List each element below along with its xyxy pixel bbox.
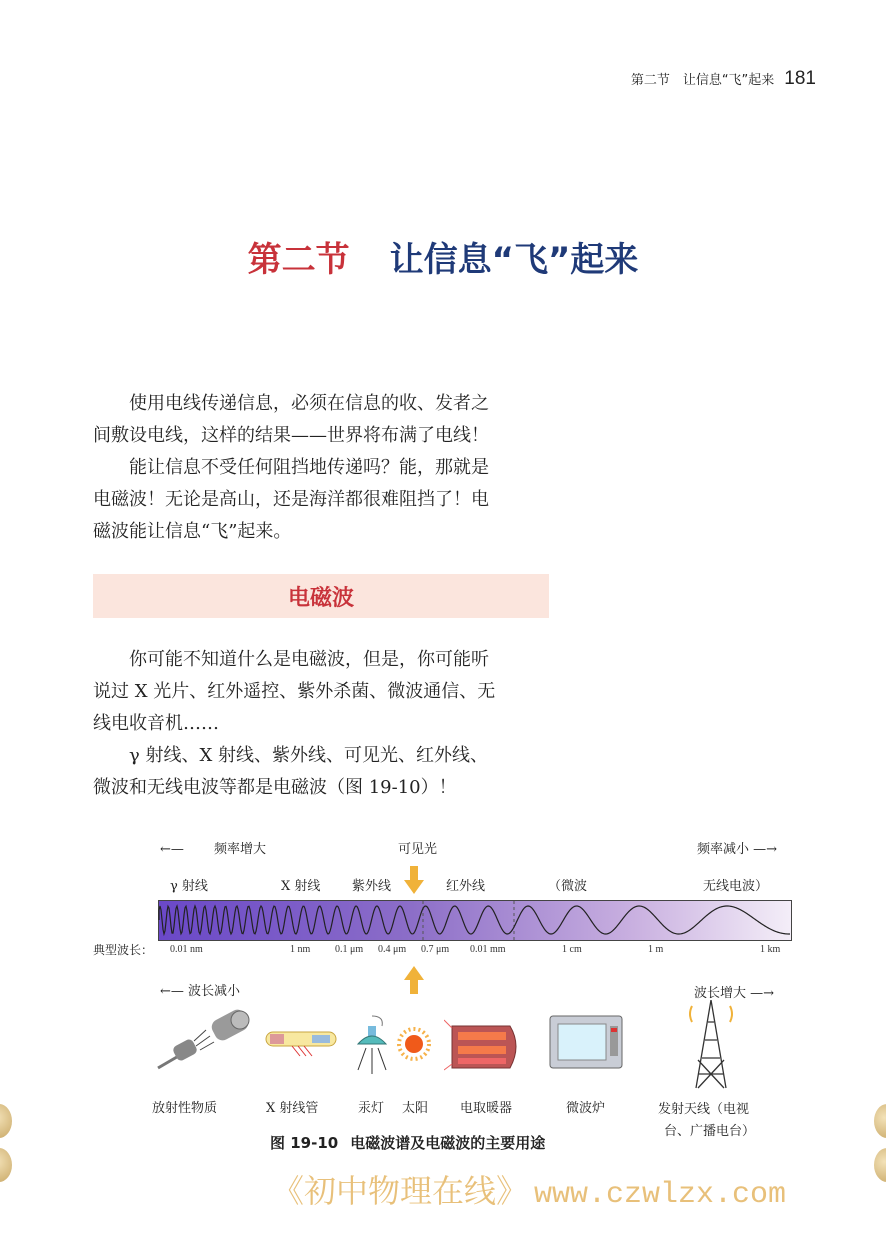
antenna-line: 台、广播电台） [664, 1124, 756, 1139]
band-gamma: γ 射线 [170, 879, 208, 894]
wl-8: 1 km [760, 944, 781, 955]
down-arrow-icon [404, 866, 424, 896]
wavelength-prefix: 典型波长： [93, 943, 154, 957]
xray-tube-icon [262, 1022, 342, 1058]
use-label-radioactive: 放射性物质 [152, 1101, 218, 1116]
caption-number: 图 19-10 [270, 1134, 339, 1152]
radioactive-source-icon [152, 1008, 258, 1074]
microwave-oven-icon [548, 1014, 624, 1070]
right-edge-decoration [874, 1104, 886, 1138]
wl-2: 0.1 μm [335, 944, 364, 955]
right-edge-decoration [874, 1148, 886, 1182]
use-label-xray-tube: X 射线管 [266, 1101, 319, 1116]
wl-6: 1 cm [562, 944, 582, 955]
wl-5: 0.01 mm [470, 944, 506, 955]
page-number: 181 [784, 68, 816, 89]
left-arrow-icon: ←— [160, 984, 189, 999]
running-head [631, 68, 816, 90]
use-label-sun: 太阳 [402, 1101, 429, 1116]
use-label-microwave: 微波炉 [566, 1101, 606, 1116]
band-microwave: （微波 [548, 879, 588, 894]
wl-7: 1 m [648, 944, 664, 955]
wl-4: 0.7 μm [421, 944, 450, 955]
left-edge-decoration [0, 1104, 12, 1138]
left-arrow-icon: ←— [160, 842, 189, 857]
right-arrow-icon: —→ [746, 986, 775, 1001]
wl-increase-text: 波长增大 [694, 986, 747, 1001]
text-line: 使用电线传递信息，必须在信息的收、发者之 [129, 393, 489, 414]
section-title [0, 232, 886, 281]
use-label-antenna [658, 1099, 755, 1143]
band-ir: 红外线 [446, 879, 486, 894]
section-number: 第二节 [247, 240, 350, 280]
body-paragraph-4 [93, 740, 551, 804]
wl-1: 1 nm [290, 944, 311, 955]
freq-increase-text: 频率增大 [214, 842, 267, 857]
up-arrow-icon [404, 966, 424, 996]
band-xray: X 射线 [281, 879, 321, 894]
subsection-title: 电磁波 [287, 585, 354, 611]
text-line: 微波和无线电波等都是电磁波（图 19-10）！ [93, 777, 457, 798]
text-line: 你可能不知道什么是电磁波，但是，你可能听 [129, 649, 489, 670]
text-line: γ 射线、X 射线、紫外线、可见光、红外线、 [129, 745, 489, 766]
transmitting-antenna-icon [686, 1000, 736, 1090]
text-line: 说过 X 光片、红外遥控、紫外杀菌、微波通信、无 [93, 681, 496, 702]
watermark-url: www.czwlzx.com [534, 1178, 787, 1212]
text-line: 电磁波！无论是高山，还是海洋都很难阻挡了！电 [93, 489, 489, 510]
antenna-line: 发射天线（电视 [658, 1102, 750, 1117]
wl-decrease-text: 波长减小 [188, 984, 241, 999]
watermark-text: 《初中物理在线》 [272, 1172, 529, 1210]
watermark [272, 1166, 786, 1212]
right-arrow-icon: —→ [749, 842, 778, 857]
use-label-heater: 电取暖器 [460, 1101, 513, 1116]
text-line: 线电收音机…… [93, 713, 219, 734]
visible-light-label: 可见光 [398, 842, 438, 857]
figure-caption [270, 1132, 545, 1153]
left-edge-decoration [0, 1148, 12, 1182]
sun-icon [396, 1022, 432, 1066]
freq-increase-label [160, 838, 266, 857]
band-uv: 紫外线 [352, 879, 392, 894]
use-label-mercury-lamp: 汞灯 [358, 1101, 385, 1116]
caption-text: 电磁波谱及电磁波的主要用途 [350, 1134, 546, 1152]
intro-paragraph-1 [93, 388, 551, 452]
wl-3: 0.4 μm [378, 944, 407, 955]
section-name: 让信息“飞”起来 [389, 240, 639, 280]
text-line: 能让信息不受任何阻挡地传递吗？能，那就是 [129, 457, 489, 478]
mercury-lamp-icon [354, 1014, 390, 1078]
text-line: 间敷设电线，这样的结果——世界将布满了电线！ [93, 425, 489, 446]
wl-decrease-label [160, 980, 240, 999]
running-head-title: 第二节 让信息“飞”起来 [630, 73, 775, 88]
wl-0: 0.01 nm [170, 944, 203, 955]
body-paragraph-3 [93, 644, 551, 740]
text-line: 磁波能让信息“飞”起来。 [93, 521, 292, 542]
freq-decrease-label [697, 838, 777, 857]
electric-heater-icon [444, 1016, 524, 1078]
subsection-banner [93, 574, 549, 618]
band-radio: 无线电波） [703, 879, 769, 894]
intro-paragraph-2 [93, 452, 551, 548]
wl-increase-label [694, 982, 774, 1001]
spectrum-bar [158, 900, 792, 942]
freq-decrease-text: 频率减小 [697, 842, 750, 857]
